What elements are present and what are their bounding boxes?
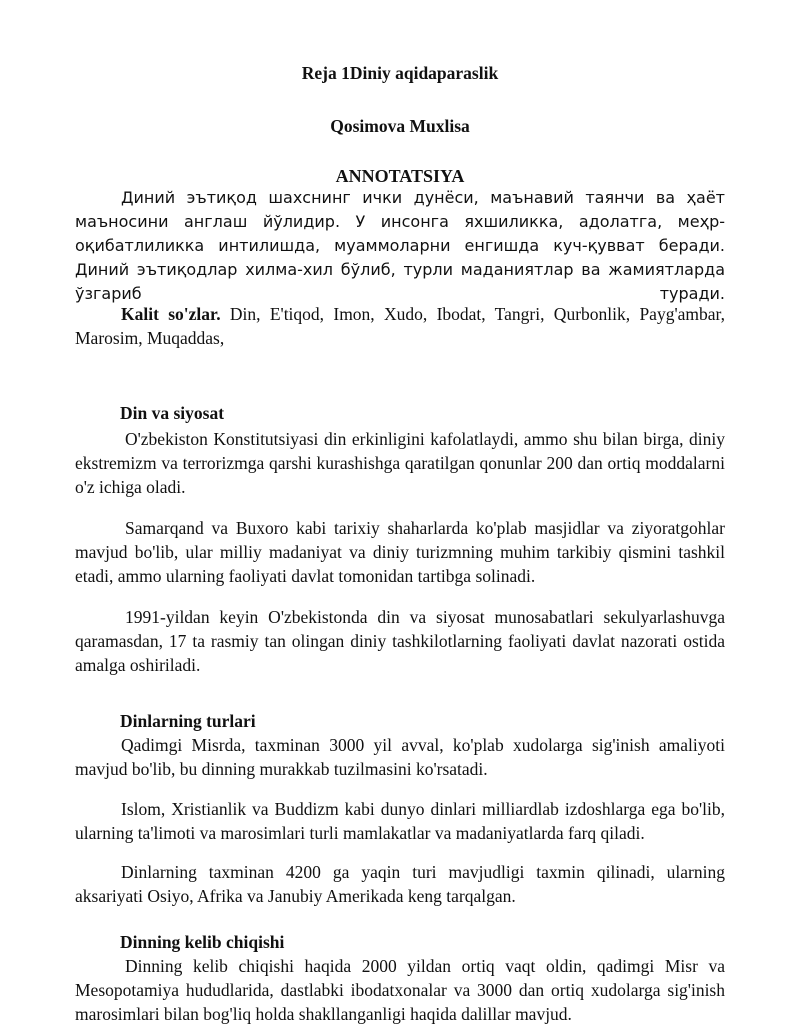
section-paragraph: O'zbekiston Konstitutsiyasi din erkinligini kafolatlaydi, ammo shu bilan birga, diniy ekstremizm va terrorizmga qarshi kurashishga qaratilgan qonunlar 200 dan ortiq moddalarni o'z ichiga oladi. [75,429,725,497]
annotation-heading: ANNOTATSIYA [335,166,465,186]
section-paragraph: Samarqand va Buxoro kabi tarixiy shaharlarda ko'plab masjidlar va ziyoratgohlar mavjud bo'lib, ular milliy madaniyat va diniy turizmning muhim tarkibiy qismini tashkil etadi, ammo ularning faoliyati davlat tomonidan tartibga solinadi. [75,518,725,586]
keywords-text: Din, E'tiqod, Imon, Xudo, Ibodat, Tangri, Qurbonlik, Payg'ambar, Marosim, Muqaddas, [75,304,725,348]
section-paragraph: Dinlarning taxminan 4200 ga yaqin turi mavjudligi taxmin qilinadi, ularning aksariyati Osiyo, Afrika va Janubiy Amerikada keng tarqalgan. [75,862,725,906]
keywords-paragraph [75,302,725,350]
section-paragraph: Islom, Xristianlik va Buddizm kabi dunyo dinlari milliardlab izdoshlarga ega bo'lib, ularning ta'limoti va marosimlari turli mamlakatlar va madaniyatlarda farq qiladi. [75,799,725,843]
keywords-label: Kalit so'zlar. [121,304,221,324]
section-paragraph: Qadimgi Misrda, taxminan 3000 yil avval, ko'plab xudolarga sig'inish amaliyoti mavjud bo'lib, bu dinning murakkab tuzilmasini ko'rsatadi. [75,735,725,779]
section-heading-dinlarning-turlari: Dinlarning turlari [120,711,256,731]
section-heading-dinning-kelib-chiqishi: Dinning kelib chiqishi [120,932,285,952]
author-name: Qosimova Muxlisa [330,116,470,136]
section-paragraph: 1991-yildan keyin O'zbekistonda din va siyosat munosabatlari sekulyarlashuvga qaramasdan, 17 ta rasmiy tan olingan diniy tashkilotlarning faoliyati davlat nazorati ostida amalga oshiriladi. [75,607,725,675]
document-title: Reja 1Diniy aqidaparaslik [301,63,499,83]
section-paragraph: Dinning kelib chiqishi haqida 2000 yildan ortiq vaqt oldin, qadimgi Misr va Mesopotamiya hududlarida, dastlabki ibodatxonalar va 3000 dan ortiq xudolarga sig'inish marosimlari bilan bog'liq holda shakllanganligi haqida dalillar mavjud. [75,956,725,1024]
section-heading-din-va-siyosat: Din va siyosat [120,403,225,423]
annotation-paragraph: Диний эътиқод шахснинг ички дунёси, маънавий таянчи ва ҳаёт маъносини англаш йўлидир. У инсонга яхшиликка, адолатга, меҳр-оқибатлиликка интилишда, муаммоларни енгишда куч-қувват беради. Диний эътиқодлар хилма-хил бўлиб, турли маданиятлар ва жамиятларда ўзгариб туради. [75,188,725,303]
